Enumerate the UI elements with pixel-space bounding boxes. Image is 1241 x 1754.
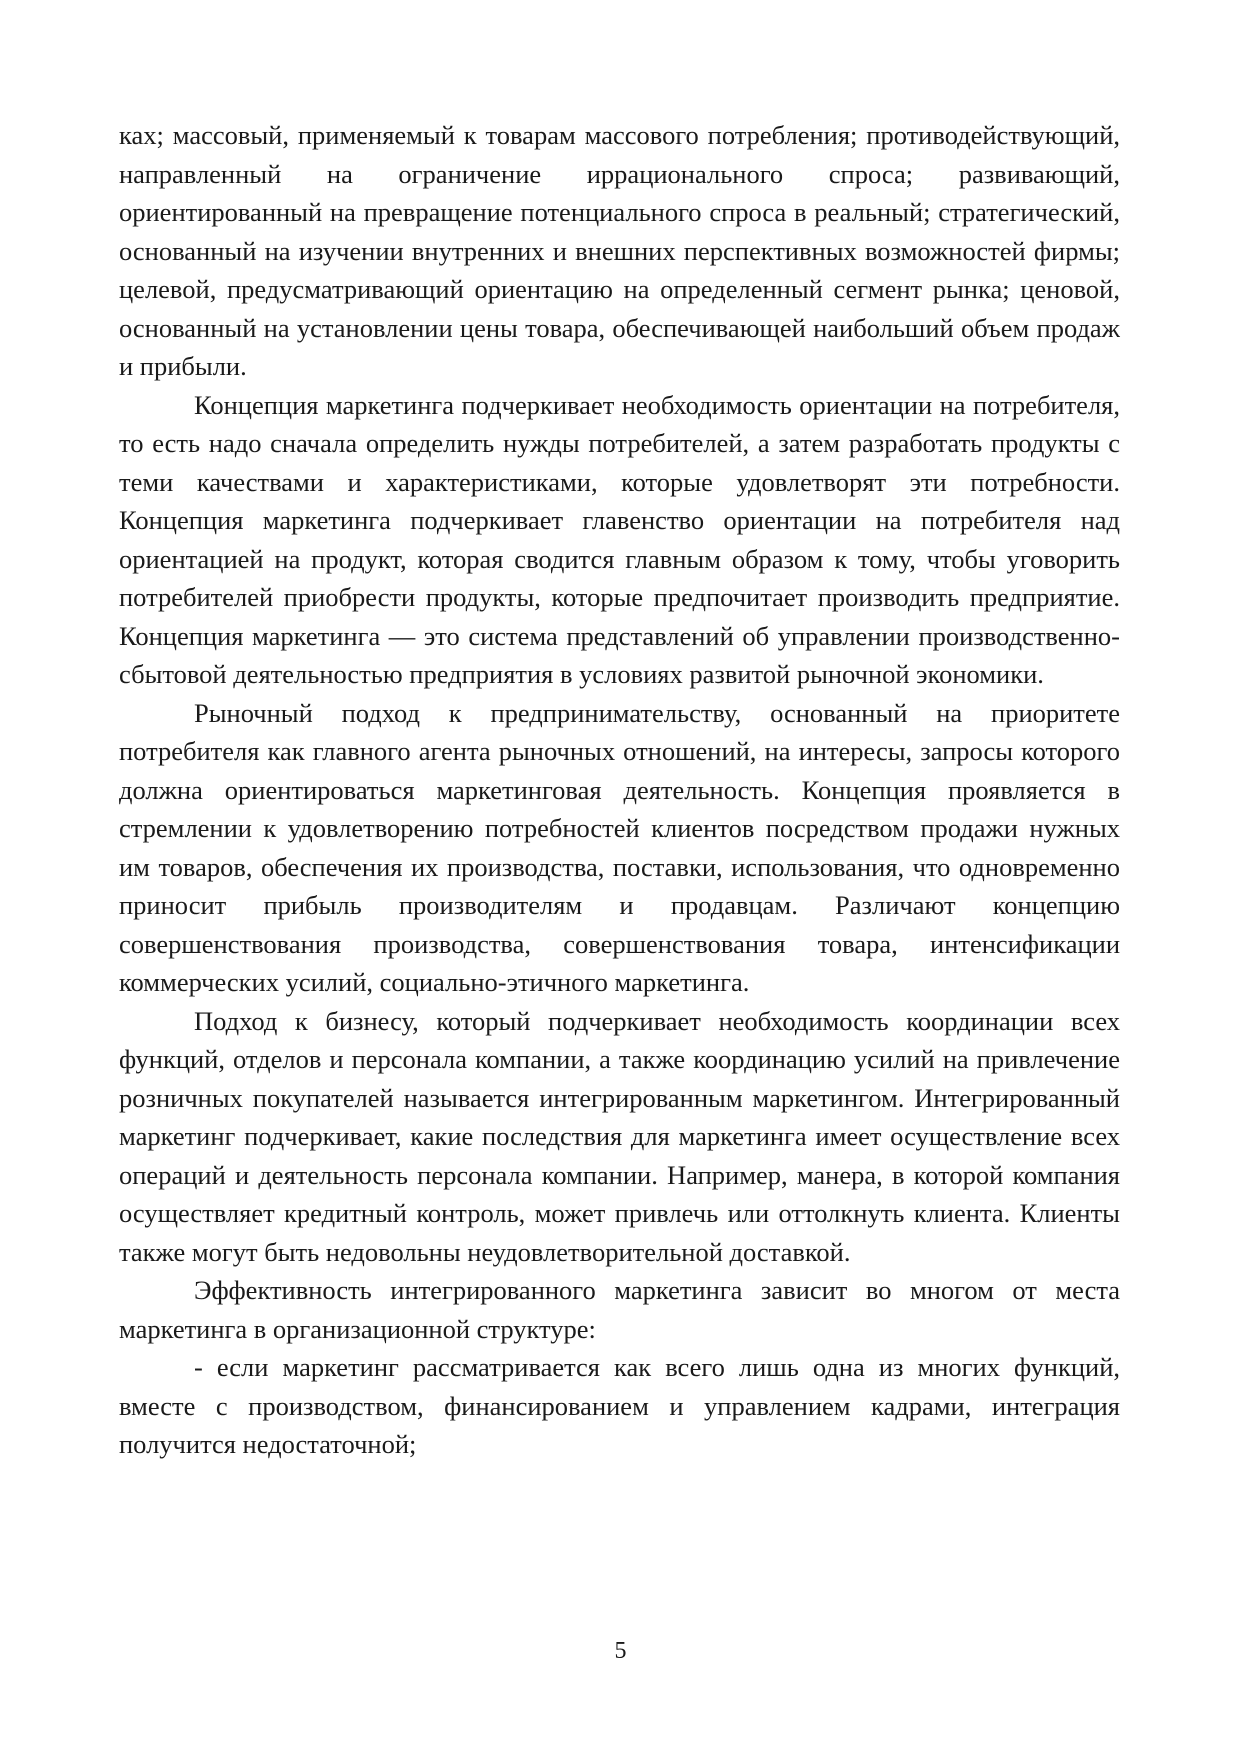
page-number: 5 bbox=[614, 1638, 627, 1664]
paragraph-4: Подход к бизнесу, который подчеркивает необходимость координации всех функций, отделов и персонала компании, а также координацию усилий на привлечение розничных покупателей называется интегрированным маркетингом. Интегрированный маркетинг подчеркивает, какие последствия для маркетинга имеет осуществление всех операций и деятельность персонала компании. Например, манера, в которой компания осуществляет кредитный контроль, может привлечь или оттолкнуть клиента. Клиенты также могут быть недовольны неудовлетворительной доставкой. bbox=[119, 1005, 1120, 1267]
paragraph-2: Концепция маркетинга подчеркивает необходимость ориентации на потребителя, то есть надо сначала определить нужды потребителей, а затем разработать продукты с теми качествами и характеристиками, которые удовлетворят эти потребности. Концепция маркетинга подчеркивает главенство ориентации на потребителя над ориентацией на продукт, которая сводится главным образом к тому, чтобы уговорить потребителей приобрести продукты, которые предпочитает производить предприятие. Концепция маркетинга — это система представлений об управлении производственно-сбытовой деятельностью предприятия в условиях развитой рыночной экономики. bbox=[119, 389, 1120, 689]
paragraph-6: - если маркетинг рассматривается как всего лишь одна из многих функций, вместе с производством, финансированием и управлением кадрами, интеграция получится недостаточной; bbox=[119, 1352, 1120, 1459]
paragraph-5: Эффективность интегрированного маркетинга зависит во многом от места маркетинга в организационной структуре: bbox=[119, 1275, 1120, 1344]
paragraph-3: Рыночный подход к предпринимательству, основанный на приоритете потребителя как главного агента рыночных отношений, на интересы, запросы которого должна ориентироваться маркетинговая деятельность. Концепция проявляется в стремлении к удовлетворению потребностей клиентов посредством продажи нужных им товаров, обеспечения их производства, поставки, использования, что одновременно приносит прибыль производителям и продавцам. Различают концепцию совершенствования производства, совершенствования товара, интенсификации коммерческих усилий, социально-этичного маркетинга. bbox=[119, 697, 1120, 997]
paragraph-1: ках; массовый, применяемый к товарам массового потребления; противодействующий, направленный на ограничение иррационального спроса; развивающий, ориентированный на превращение потенциального спроса в реальный; стратегический, основанный на изучении внутренних и внешних перспективных возможностей фирмы; целевой, предусматривающий ориентацию на определенный сегмент рынка; ценовой, основанный на установлении цены товара, обеспечивающей наибольший объем продаж и прибыли. bbox=[119, 120, 1120, 381]
body-text bbox=[119, 116, 1120, 1464]
